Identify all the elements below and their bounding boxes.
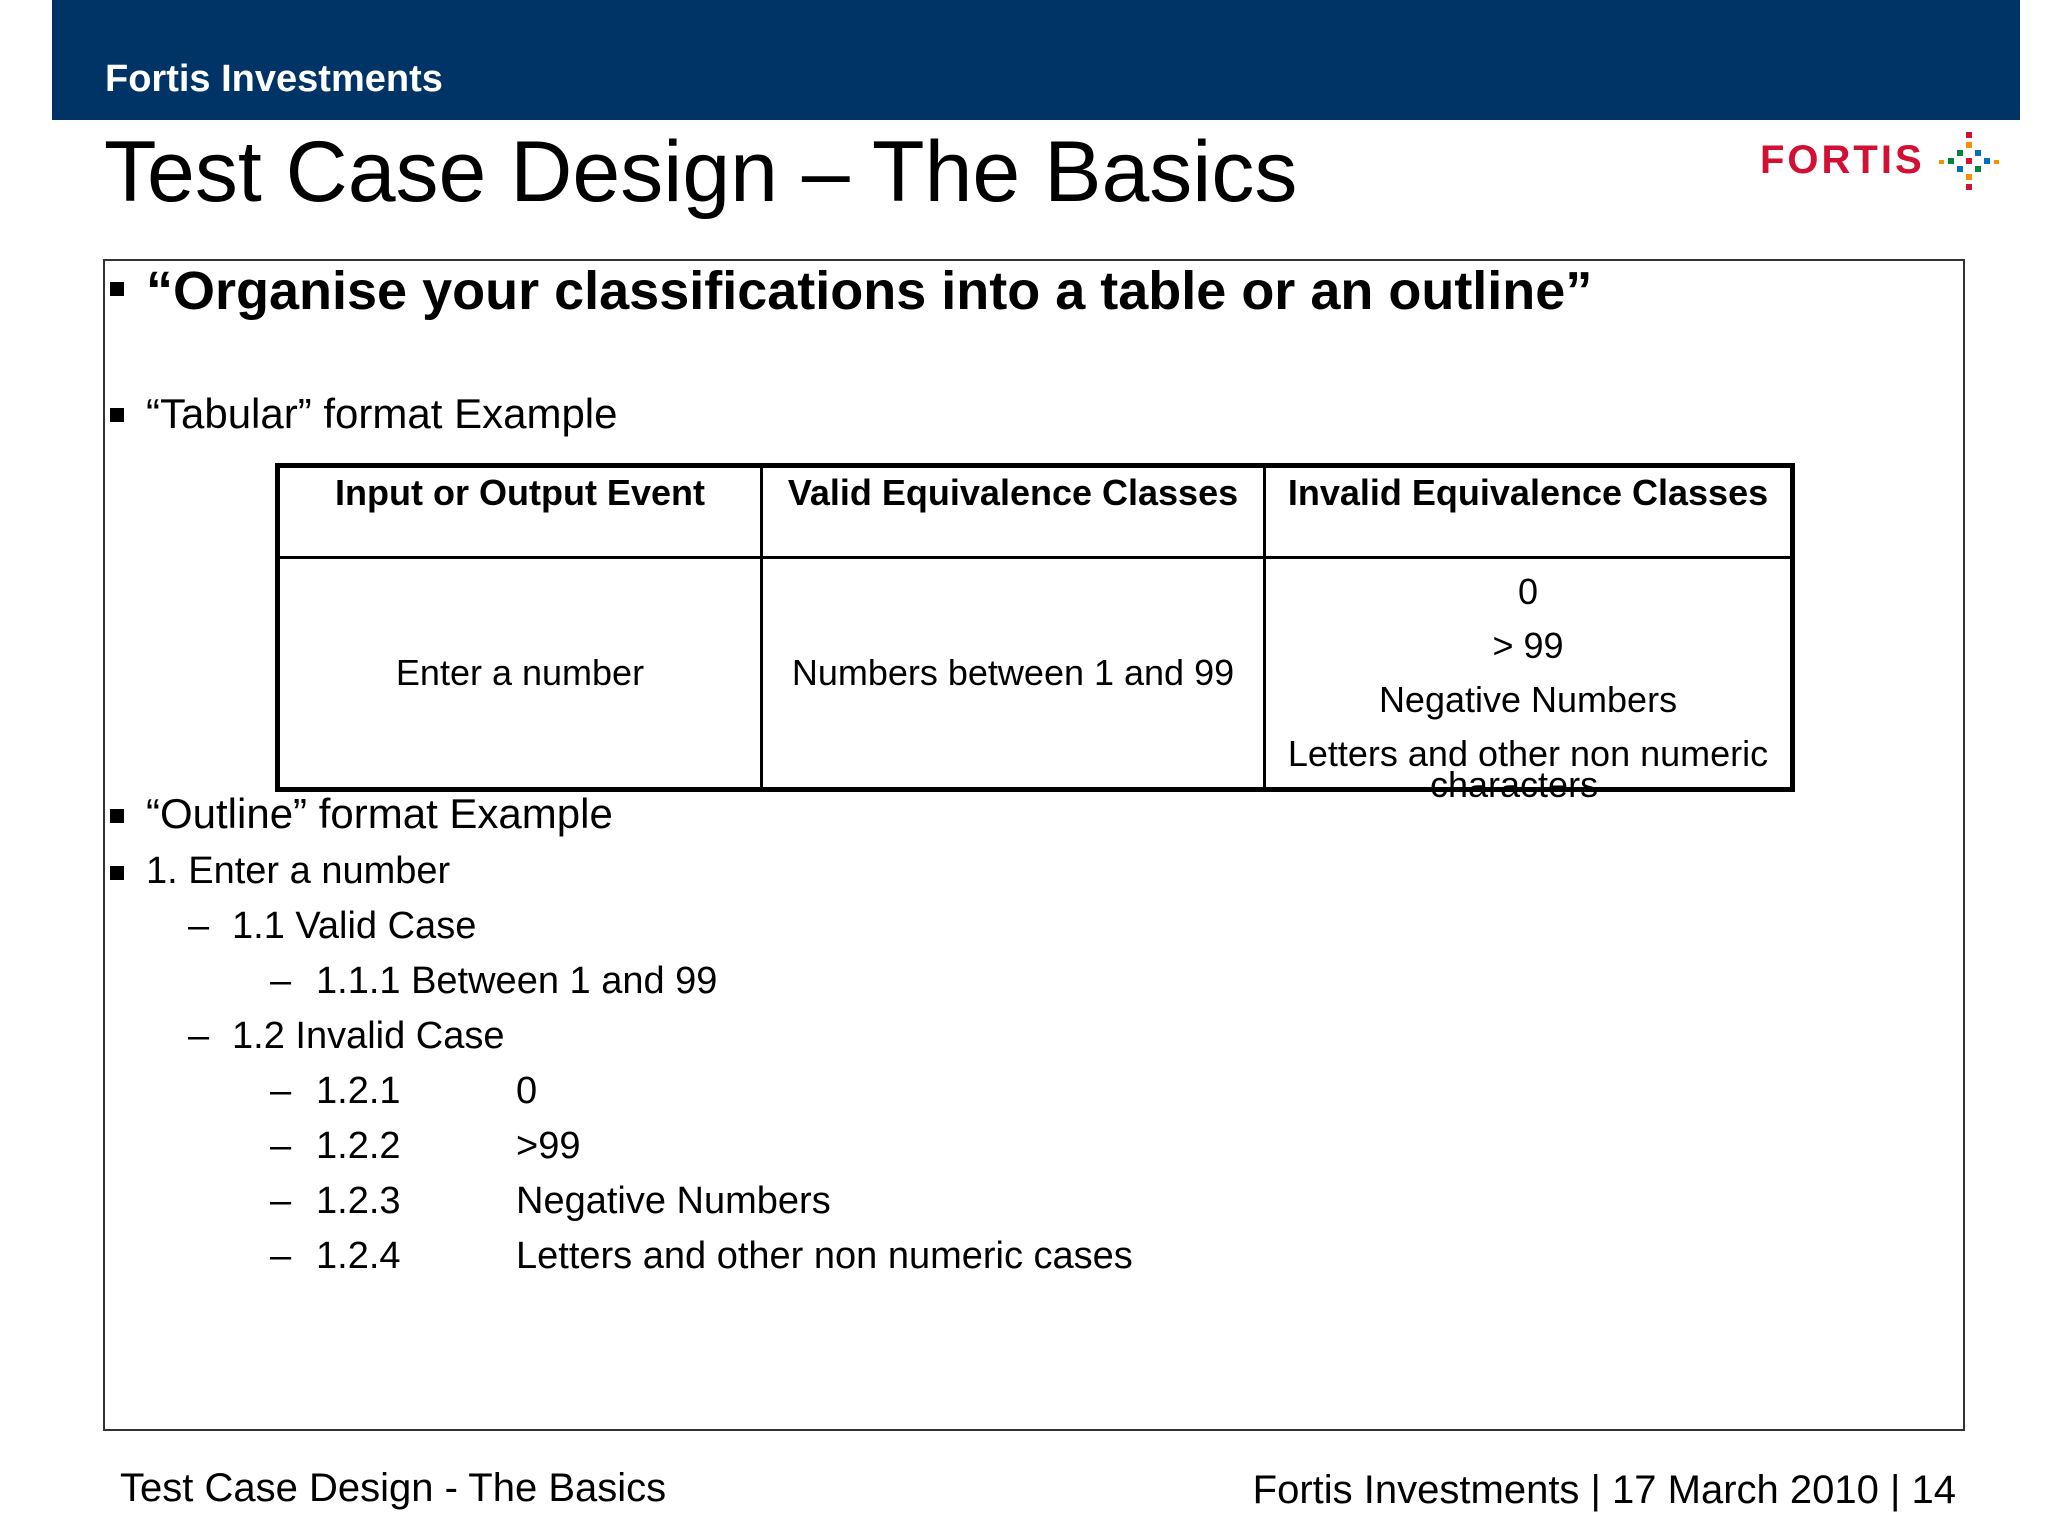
logo-text: FORTIS	[1760, 138, 1925, 182]
column-header: Invalid Equivalence Classes	[1265, 466, 1793, 558]
outline-item: Negative Numbers	[516, 1180, 831, 1222]
event-cell: Enter a number	[278, 558, 762, 790]
dash-icon: –	[188, 1015, 210, 1057]
bullet-icon	[110, 866, 124, 880]
outline-item: >99	[516, 1125, 581, 1167]
outline-item-number: 1.2.2	[316, 1125, 401, 1167]
footer-info: Fortis Investments | 17 March 2010 | 14	[1252, 1468, 1956, 1512]
outline-item: 0	[516, 1070, 538, 1112]
valid-cell: Numbers between 1 and 99	[762, 558, 1265, 790]
invalid-class: Negative Numbers	[1378, 679, 1678, 720]
page-title: Test Case Design – The Basics	[104, 124, 1298, 220]
outline-item-number: 1.2.3	[316, 1180, 401, 1222]
bullet-icon	[110, 408, 124, 422]
invalid-class: Letters and other non numeric	[1287, 733, 1769, 774]
dash-icon: –	[270, 960, 292, 1002]
dash-icon: –	[270, 1125, 292, 1167]
tabular-format-label: “Tabular” format Example	[146, 390, 618, 437]
invalid-cell	[1265, 558, 1793, 790]
outline-format-label: “Outline” format Example	[146, 790, 613, 837]
bullet-icon	[110, 282, 124, 296]
footer-title: Test Case Design - The Basics	[120, 1466, 667, 1510]
outline-item: 1.1 Valid Case	[232, 905, 477, 947]
equivalence-table	[275, 463, 1795, 792]
outline-item: 1.2 Invalid Case	[232, 1015, 505, 1057]
dash-icon: –	[270, 1070, 292, 1112]
dash-icon: –	[270, 1180, 292, 1222]
headline: “Organise your classifications into a table or an outline”	[146, 261, 1593, 321]
outline-item: 1. Enter a number	[146, 850, 451, 892]
outline-item-number: 1.2.4	[316, 1235, 401, 1277]
column-header: Valid Equivalence Classes	[762, 466, 1265, 558]
outline-item: 1.1.1 Between 1 and 99	[316, 960, 718, 1002]
fortis-logo	[1760, 130, 2010, 194]
brand-name: Fortis Investments	[105, 58, 443, 100]
column-header: Input or Output Event	[278, 466, 762, 558]
dash-icon: –	[270, 1235, 292, 1277]
table-header-row	[278, 466, 1793, 558]
fortis-mark-icon	[1935, 130, 2005, 194]
outline-item-number: 1.2.1	[316, 1070, 401, 1112]
dash-icon: –	[188, 905, 210, 947]
outline-item: Letters and other non numeric cases	[516, 1235, 1133, 1277]
invalid-class-overflow: characters	[1430, 764, 1599, 805]
invalid-class: > 99	[1492, 625, 1564, 666]
table-row	[278, 558, 1793, 790]
bullet-icon	[110, 809, 124, 823]
invalid-class: 0	[1517, 571, 1539, 612]
